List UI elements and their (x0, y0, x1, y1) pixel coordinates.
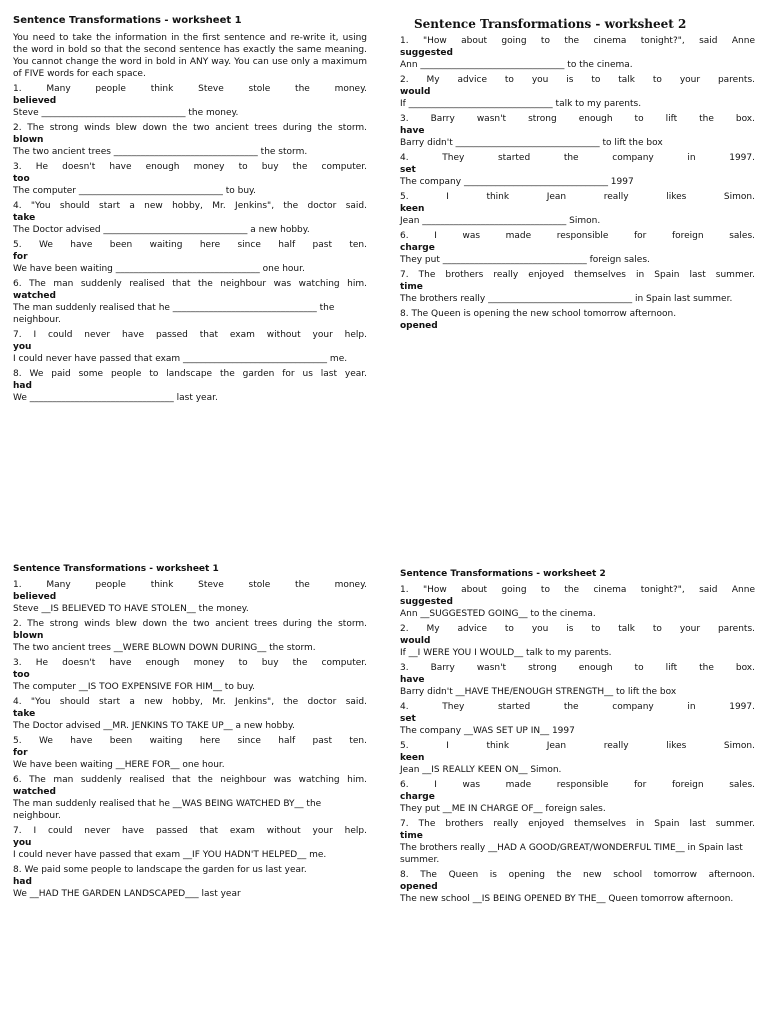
question-text: 4. "You should start a new hobby, Mr. Jenkins", the doctor said. (13, 697, 367, 707)
question-text: 2. The strong winds blew down the two ancient trees during the storm. (13, 123, 367, 133)
answer-line: Steve ________________________________ the money. (13, 108, 239, 118)
keyword: you (13, 342, 32, 352)
answer-text: If __I WERE YOU I WOULD__ talk to my parents. (400, 648, 612, 658)
keyword: too (13, 174, 30, 184)
keyword: would (400, 636, 431, 646)
question-item (400, 230, 755, 266)
keyword: too (13, 670, 30, 680)
answer-item (13, 657, 367, 693)
answer-text: The company __WAS SET UP IN__ 1997 (400, 726, 575, 736)
question-text: 8. We paid some people to landscape the garden for us last year. (13, 865, 307, 875)
question-item (13, 83, 367, 119)
worksheet-title: Sentence Transformations - worksheet 2 (400, 569, 606, 579)
keyword: blown (13, 631, 44, 641)
question-text: 4. They started the company in 1997. (400, 153, 755, 163)
question-item (13, 239, 367, 275)
question-item (400, 113, 755, 149)
worksheet-1-answers (13, 563, 367, 903)
question-text: 6. The man suddenly realised that the neighbour was watching him. (13, 775, 367, 785)
keyword: opened (400, 882, 438, 892)
keyword: suggested (400, 597, 453, 607)
answer-text: We __HAD THE GARDEN LANDSCAPED___ last year (13, 889, 241, 899)
keyword: opened (400, 321, 438, 331)
worksheet-2-answers (400, 568, 755, 908)
worksheet-1-questions (13, 15, 367, 407)
answer-line: Jean ________________________________ Simon. (400, 216, 601, 226)
question-item (13, 368, 367, 404)
answer-item (13, 825, 367, 861)
answer-item (400, 662, 755, 698)
question-item (400, 191, 755, 227)
question-text: 2. The strong winds blew down the two ancient trees during the storm. (13, 619, 367, 629)
question-text: 5. We have been waiting here since half past ten. (13, 240, 367, 250)
keyword: take (13, 709, 36, 719)
worksheet-title: Sentence Transformations - worksheet 1 (13, 15, 242, 26)
answer-text: The two ancient trees __WERE BLOWN DOWN DURING__ the storm. (13, 643, 316, 653)
answer-item (400, 701, 755, 737)
question-text: 1. Many people think Steve stole the money. (13, 84, 367, 94)
question-text: 5. I think Jean really likes Simon. (400, 192, 755, 202)
answer-line: If ________________________________ talk to my parents. (400, 99, 642, 109)
answer-text: The man suddenly realised that he __WAS BEING WATCHED BY__ the neighbour. (13, 799, 322, 821)
answer-item (13, 774, 367, 822)
keyword: you (13, 838, 32, 848)
keyword: had (13, 381, 32, 391)
answer-line: We have been waiting ________________________________ one hour. (13, 264, 305, 274)
question-item (13, 200, 367, 236)
question-item (400, 269, 755, 305)
answer-text: The brothers really __HAD A GOOD/GREAT/WONDERFUL TIME__ in Spain last summer. (400, 843, 743, 865)
answer-line: The two ancient trees ________________________________ the storm. (13, 147, 308, 157)
keyword: believed (13, 592, 57, 602)
answer-line: The company ________________________________ 1997 (400, 177, 634, 187)
answer-line: The computer ________________________________ to buy. (13, 186, 256, 196)
question-text: 4. They started the company in 1997. (400, 702, 755, 712)
answer-line: The man suddenly realised that he ________________________________ the neighbour. (13, 303, 335, 325)
keyword: believed (13, 96, 57, 106)
question-text: 1. Many people think Steve stole the money. (13, 580, 367, 590)
keyword: watched (13, 787, 56, 797)
answer-text: The computer __IS TOO EXPENSIVE FOR HIM__ to buy. (13, 682, 256, 692)
answer-text: We have been waiting __HERE FOR__ one hour. (13, 760, 225, 770)
keyword: had (13, 877, 32, 887)
answer-text: The Doctor advised __MR. JENKINS TO TAKE UP__ a new hobby. (13, 721, 295, 731)
answer-line: We ________________________________ last year. (13, 393, 218, 403)
question-text: 7. The brothers really enjoyed themselves in Spain last summer. (400, 270, 755, 280)
answer-item (13, 618, 367, 654)
question-text: 1. "How about going to the cinema tonight?", said Anne (400, 36, 755, 46)
answer-text: Ann __SUGGESTED GOING__ to the cinema. (400, 609, 596, 619)
question-text: 6. The man suddenly realised that the neighbour was watching him. (13, 279, 367, 289)
question-item (400, 74, 755, 110)
keyword: time (400, 831, 423, 841)
answer-line: Barry didn't ________________________________ to lift the box (400, 138, 663, 148)
answer-item (13, 864, 367, 900)
question-text: 7. I could never have passed that exam without your help. (13, 826, 367, 836)
answer-item (13, 696, 367, 732)
answer-line: I could never have passed that exam ________________________________ me. (13, 354, 348, 364)
keyword: set (400, 165, 416, 175)
question-text: 4. "You should start a new hobby, Mr. Jenkins", the doctor said. (13, 201, 367, 211)
answer-text: Barry didn't __HAVE THE/ENOUGH STRENGTH__ to lift the box (400, 687, 677, 697)
question-text: 8. The Queen is opening the new school tomorrow afternoon. (400, 309, 677, 319)
answer-line: The brothers really ________________________________ in Spain last summer. (400, 294, 733, 304)
question-text: 2. My advice to you is to talk to your parents. (400, 75, 755, 85)
keyword: watched (13, 291, 56, 301)
question-text: 5. I think Jean really likes Simon. (400, 741, 755, 751)
answer-text: I could never have passed that exam __IF YOU HADN'T HELPED__ me. (13, 850, 327, 860)
keyword: for (13, 748, 28, 758)
answer-line: The Doctor advised ________________________________ a new hobby. (13, 225, 310, 235)
question-text: 6. I was made responsible for foreign sales. (400, 231, 755, 241)
question-text: 3. Barry wasn't strong enough to lift the box. (400, 114, 755, 124)
worksheet-title: Sentence Transformations - worksheet 1 (13, 564, 219, 574)
answer-item (13, 579, 367, 615)
answer-item (400, 869, 755, 905)
worksheet-title: Sentence Transformations - worksheet 2 (414, 17, 687, 31)
answer-line: Ann ________________________________ to the cinema. (400, 60, 633, 70)
question-text: 6. I was made responsible for foreign sales. (400, 780, 755, 790)
answer-text: Jean __IS REALLY KEEN ON__ Simon. (400, 765, 562, 775)
question-item (13, 329, 367, 365)
question-text: 5. We have been waiting here since half past ten. (13, 736, 367, 746)
question-item (400, 308, 755, 332)
keyword: have (400, 675, 425, 685)
answer-item (400, 779, 755, 815)
keyword: keen (400, 753, 425, 763)
keyword: set (400, 714, 416, 724)
question-text: 3. Barry wasn't strong enough to lift the box. (400, 663, 755, 673)
answer-item (400, 584, 755, 620)
question-item (13, 278, 367, 326)
question-text: 7. I could never have passed that exam without your help. (13, 330, 367, 340)
keyword: for (13, 252, 28, 262)
keyword: charge (400, 243, 435, 253)
question-item (13, 122, 367, 158)
answer-item (400, 740, 755, 776)
keyword: time (400, 282, 423, 292)
keyword: suggested (400, 48, 453, 58)
answer-text: The new school __IS BEING OPENED BY THE__ Queen tomorrow afternoon. (400, 894, 734, 904)
question-text: 3. He doesn't have enough money to buy the computer. (13, 162, 367, 172)
keyword: have (400, 126, 425, 136)
keyword: charge (400, 792, 435, 802)
question-text: 8. We paid some people to landscape the garden for us last year. (13, 369, 367, 379)
keyword: keen (400, 204, 425, 214)
answer-item (13, 735, 367, 771)
question-item (400, 35, 755, 71)
answer-line: They put ________________________________ foreign sales. (400, 255, 650, 265)
question-text: 8. The Queen is opening the new school tomorrow afternoon. (400, 870, 755, 880)
question-text: 3. He doesn't have enough money to buy the computer. (13, 658, 367, 668)
instructions: You need to take the information in the first sentence and re-write it, using the word in bold so that the second sentence has exactly the same meaning. You cannot change the word in bold in ANY way. You can use only a maximum of FIVE words for each space. (13, 33, 367, 79)
question-text: 2. My advice to you is to talk to your parents. (400, 624, 755, 634)
keyword: take (13, 213, 36, 223)
question-item (400, 152, 755, 188)
answer-text: Steve __IS BELIEVED TO HAVE STOLEN__ the money. (13, 604, 249, 614)
answer-item (400, 818, 755, 866)
worksheet-2-questions (400, 17, 755, 335)
answer-text: They put __ME IN CHARGE OF__ foreign sales. (400, 804, 606, 814)
question-item (13, 161, 367, 197)
answer-item (400, 623, 755, 659)
question-text: 7. The brothers really enjoyed themselves in Spain last summer. (400, 819, 755, 829)
keyword: would (400, 87, 431, 97)
question-text: 1. "How about going to the cinema tonight?", said Anne (400, 585, 755, 595)
keyword: blown (13, 135, 44, 145)
